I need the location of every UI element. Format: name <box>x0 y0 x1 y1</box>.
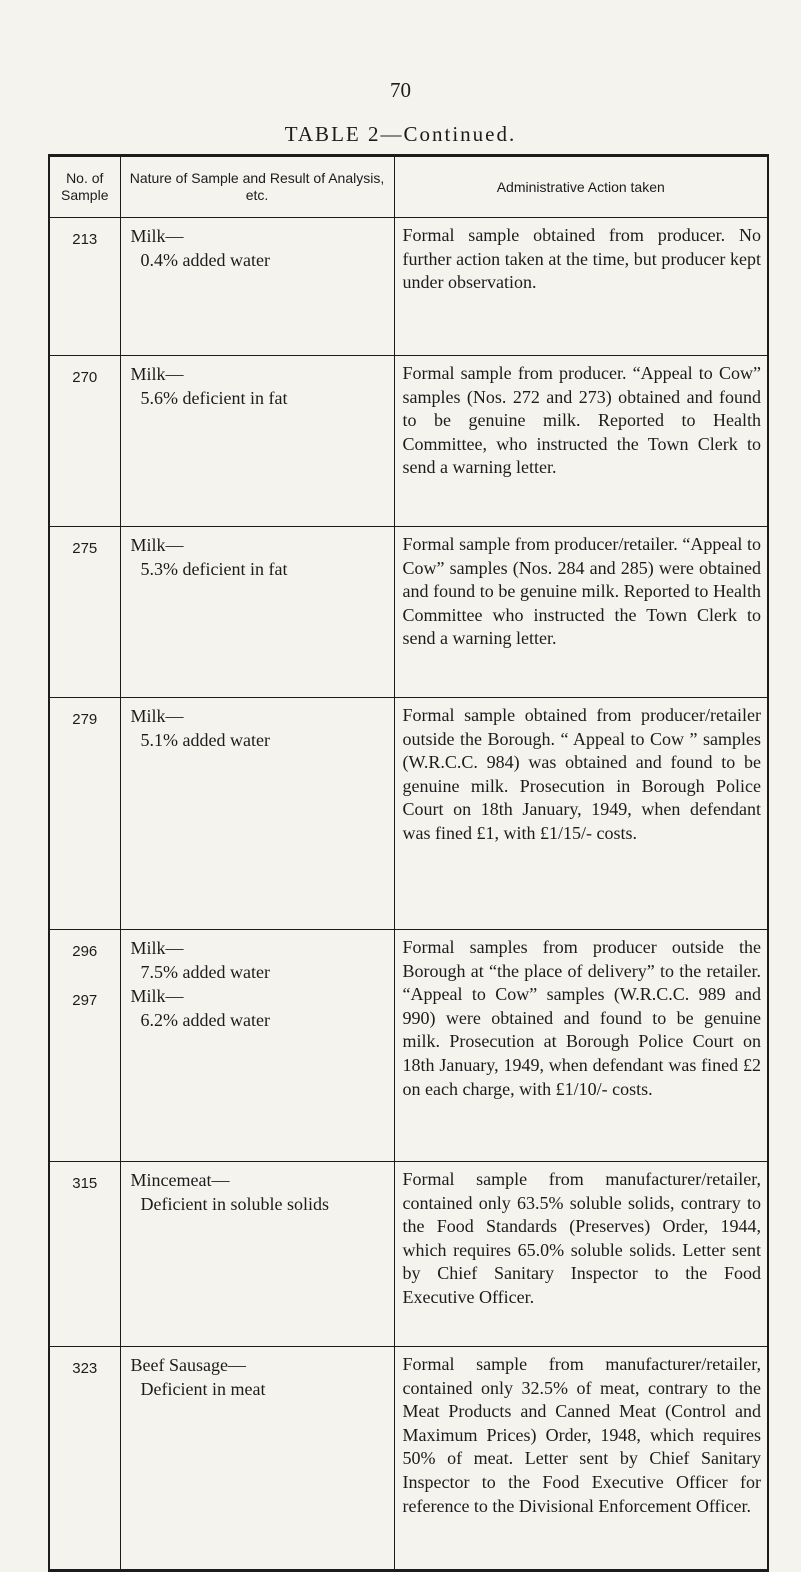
sample-type: Milk— <box>130 706 184 726</box>
sample-number: 275 <box>72 540 98 557</box>
samples-table <box>48 154 769 1572</box>
sample-type: Beef Sausage— <box>130 1355 246 1375</box>
table-row <box>50 930 767 1162</box>
sample-number-cell <box>50 698 120 930</box>
sample-number-cell <box>50 930 120 1162</box>
page-number: 70 <box>390 78 411 102</box>
header-administrative-action: Administrative Action taken <box>394 157 767 218</box>
administrative-action-text: Formal sample from producer/retailer. “Appeal to Cow” samples (Nos. 284 and 285) were obtained and found to be genuine milk. Reported to Health Committee who instructed the Town Clerk to send a warning letter. <box>394 527 767 698</box>
sample-type: Milk— <box>130 535 184 555</box>
administrative-action-text: Formal sample obtained from producer. No further action taken at the time, but producer kept under observation. <box>394 218 767 356</box>
analysis-result: 7.5% added water <box>140 962 270 982</box>
table-row <box>50 1162 767 1347</box>
table-row <box>50 218 767 356</box>
sample-type: Milk— <box>130 986 184 1006</box>
sample-type: Mincemeat— <box>130 1170 230 1190</box>
table-row <box>50 698 767 930</box>
administrative-action-text: Formal sample from producer. “Appeal to Cow” samples (Nos. 272 and 273) obtained and found to be genuine milk. Reported to Health Committee, who instructed the Town Clerk to send a warning letter. <box>394 356 767 527</box>
analysis-result: 6.2% added water <box>140 1010 270 1030</box>
analysis-result: Deficient in soluble solids <box>140 1194 329 1214</box>
header-sample-number: No. of Sample <box>50 157 120 218</box>
administrative-action-text: Formal sample from manufacturer/retailer, contained only 32.5% of meat, contrary to the Meat Products and Canned Meat (Control and Maximum Prices) Order, 1948, which requires 50% of meat. Letter sent by Chief Sanitary Inspector to the Food Executive Officer for reference to the Divisional Enforcement Officer. <box>394 1347 767 1569</box>
sample-type: Milk— <box>130 226 184 246</box>
administrative-action-text: Formal samples from producer outside the Borough at “the place of delivery” to the retailer. “Appeal to Cow” samples (W.R.C.C. 989 and 990) were obtained and found to be genuine milk. Prosecution at Borough Police Court on 18th January, 1949, when defendant was fined £2 on each charge, with £1/10/- costs. <box>394 930 767 1162</box>
sample-number: 297 <box>72 992 98 1009</box>
nature-of-sample-cell <box>120 930 394 1162</box>
analysis-result: 5.6% deficient in fat <box>140 388 288 408</box>
sample-number: 315 <box>72 1175 98 1192</box>
header-row <box>50 157 767 218</box>
sample-number: 296 <box>72 943 98 960</box>
sample-number-cell <box>50 356 120 527</box>
sample-type: Milk— <box>130 938 184 958</box>
sample-number: 323 <box>72 1360 98 1377</box>
nature-of-sample-cell <box>120 1162 394 1347</box>
nature-of-sample-cell <box>120 356 394 527</box>
sample-number-cell <box>50 1347 120 1569</box>
table-row <box>50 527 767 698</box>
sample-number: 213 <box>72 231 98 248</box>
administrative-action-text: Formal sample from manufacturer/retailer, contained only 63.5% soluble solids, contrary to the Food Standards (Preserves) Order, 1944, which requires 65.0% soluble solids. Letter sent by Chief Sanitary Inspector to the Food Executive Officer. <box>394 1162 767 1347</box>
nature-of-sample-cell <box>120 218 394 356</box>
administrative-action-text: Formal sample obtained from producer/retailer outside the Borough. “ Appeal to Cow ” samples (W.R.C.C. 984) was obtained and found to be genuine milk. Prosecution in Borough Police Court on 18th January, 1949, when defendant was fined £1, with £1/15/- costs. <box>394 698 767 930</box>
sample-number: 270 <box>72 369 98 386</box>
analysis-result: 5.3% deficient in fat <box>140 559 288 579</box>
nature-of-sample-cell <box>120 527 394 698</box>
analysis-result: Deficient in meat <box>140 1379 266 1399</box>
sample-type: Milk— <box>130 364 184 384</box>
table-title: TABLE 2—Continued. <box>284 122 517 146</box>
sample-number-cell <box>50 1162 120 1347</box>
header-nature-of-sample: Nature of Sample and Result of Analysis, etc. <box>120 157 394 218</box>
sample-number-cell <box>50 218 120 356</box>
sample-number: 279 <box>72 711 98 728</box>
analysis-result: 5.1% added water <box>140 730 270 750</box>
table-row <box>50 356 767 527</box>
nature-of-sample-cell <box>120 698 394 930</box>
nature-of-sample-cell <box>120 1347 394 1569</box>
analysis-result: 0.4% added water <box>140 250 270 270</box>
sample-number-cell <box>50 527 120 698</box>
table-row <box>50 1347 767 1569</box>
